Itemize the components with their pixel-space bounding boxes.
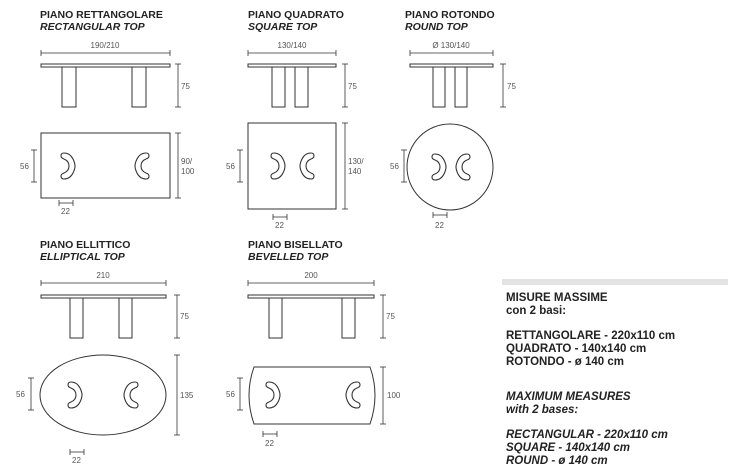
dim-square-depth-1: 130/ bbox=[348, 157, 364, 166]
measures-en-line-round: ROUND - ø 140 cm bbox=[506, 455, 608, 467]
rectangular-top-view bbox=[31, 133, 181, 206]
round-side-view bbox=[410, 50, 506, 107]
dim-square-depth-2: 140 bbox=[348, 167, 362, 176]
dim-square-width: 130/140 bbox=[277, 41, 307, 50]
dim-square-height: 75 bbox=[348, 82, 357, 91]
measures-it-line-round: ROTONDO - ø 140 cm bbox=[506, 356, 625, 368]
dim-rect-width: 190/210 bbox=[90, 41, 120, 50]
dim-rect-depth-1: 90/ bbox=[181, 157, 193, 166]
dim-ellipse-base: 56 bbox=[16, 390, 25, 399]
dim-rect-height: 75 bbox=[181, 82, 190, 91]
dim-ellipse-foot: 22 bbox=[72, 456, 81, 465]
dim-round-height: 75 bbox=[507, 82, 516, 91]
measures-it-line-square: QUADRATO - 140x140 cm bbox=[506, 343, 647, 355]
measures-en-line-rect: RECTANGULAR - 220x110 cm bbox=[506, 429, 668, 441]
dim-round-width: Ø 130/140 bbox=[432, 41, 470, 50]
rectangular-side-view bbox=[41, 50, 181, 107]
measures-it-line-rect: RETTANGOLARE - 220x110 cm bbox=[506, 330, 676, 342]
dim-square-foot: 22 bbox=[275, 221, 284, 230]
title-square-it: PIANO QUADRATO bbox=[248, 9, 344, 21]
measures-en-heading-1: MAXIMUM MEASURES bbox=[506, 391, 631, 403]
title-square-en: SQUARE TOP bbox=[248, 21, 318, 33]
measures-en-line-square: SQUARE - 140x140 cm bbox=[506, 442, 631, 454]
dim-rect-foot: 22 bbox=[61, 207, 70, 216]
measures-it-heading-1: MISURE MASSIME bbox=[506, 292, 608, 304]
dim-square-base: 56 bbox=[226, 162, 235, 171]
elliptical-top-view bbox=[28, 355, 180, 455]
title-rectangular-it: PIANO RETTANGOLARE bbox=[40, 9, 163, 21]
section-divider bbox=[502, 279, 728, 285]
dim-ellipse-depth: 135 bbox=[180, 391, 194, 400]
dim-bevel-height: 75 bbox=[386, 312, 395, 321]
maximum-measures-panel bbox=[506, 292, 736, 468]
elliptical-side-view bbox=[41, 280, 180, 338]
title-rectangular-en: RECTANGULAR TOP bbox=[40, 21, 145, 33]
bevelled-top-view bbox=[237, 367, 386, 437]
title-round-en: ROUND TOP bbox=[405, 21, 468, 33]
dim-round-base: 56 bbox=[390, 162, 399, 171]
bevelled-side-view bbox=[248, 280, 386, 338]
title-elliptical-it: PIANO ELLITTICO bbox=[40, 239, 131, 251]
title-elliptical-en: ELLIPTICAL TOP bbox=[40, 251, 125, 263]
dim-rect-base: 56 bbox=[20, 162, 29, 171]
measures-en-heading-2: with 2 bases: bbox=[506, 404, 579, 416]
dim-bevel-depth: 100 bbox=[387, 391, 401, 400]
dim-bevel-base: 56 bbox=[226, 390, 235, 399]
round-top-view bbox=[401, 124, 493, 218]
title-bevelled-it: PIANO BISELLATO bbox=[248, 239, 343, 251]
square-top-view bbox=[237, 123, 348, 220]
square-side-view bbox=[248, 50, 348, 107]
dim-ellipse-height: 75 bbox=[180, 312, 189, 321]
title-bevelled-en: BEVELLED TOP bbox=[248, 251, 329, 263]
measures-it-heading-2: con 2 basi: bbox=[506, 305, 567, 317]
dim-round-foot: 22 bbox=[435, 221, 444, 230]
dim-ellipse-width: 210 bbox=[96, 271, 110, 280]
dim-bevel-width: 200 bbox=[304, 271, 318, 280]
title-round-it: PIANO ROTONDO bbox=[405, 9, 495, 21]
dim-rect-depth-2: 100 bbox=[181, 167, 195, 176]
dim-bevel-foot: 22 bbox=[265, 439, 274, 448]
